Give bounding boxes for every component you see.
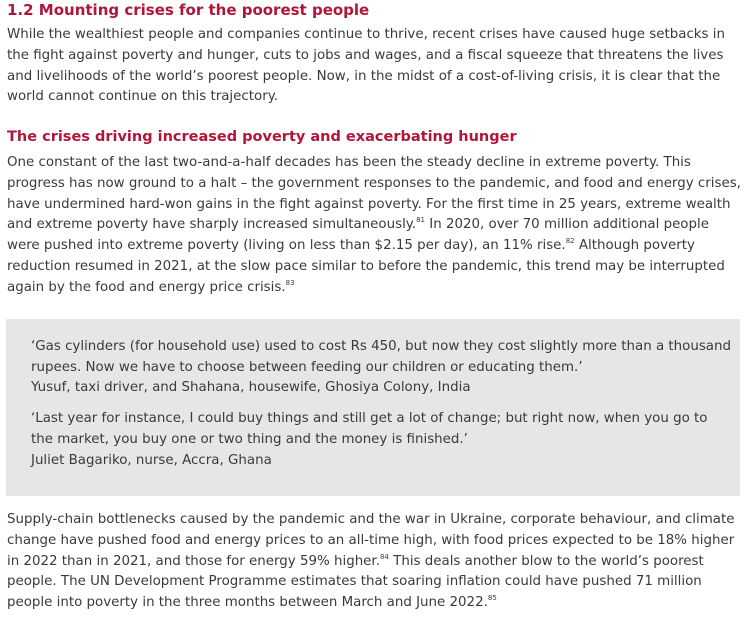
body-text-3: Although poverty reduction resumed in 2021, at the slow pace similar to before the pandemic, this trend may be interrupted again by the food and energy price crisis. bbox=[7, 238, 725, 295]
body-text-2: In 2020, over 70 million additional people were pushed into extreme poverty (living on less than $2.15 per day), an 11% rise. bbox=[7, 217, 709, 254]
intro-paragraph: While the wealthiest people and companies continue to thrive, recent crises have caused huge setbacks in the fight against poverty and hunger, cuts to jobs and wages, and a fiscal squeeze that threatens the lives and livelihoods of the world’s poorest people. Now, in the midst of a cost-of-living crisis, it is clear that the world cannot continue on this trajectory. bbox=[7, 27, 726, 105]
body-text-1: One constant of the last two-and-a-half decades has been the steady decline in extreme poverty. This progress has now ground to a halt – the government responses to the pandemic, and food and energy crises, have undermined hard-won gains in the fight against poverty. For the first time in 25 years, extreme wealth and extreme poverty have sharply increased simultaneously. bbox=[7, 155, 741, 233]
footnote-ref: 84 bbox=[379, 552, 389, 561]
quote-attribution: Yusuf, taxi driver, and Shahana, housewife, Ghosiya Colony, India bbox=[31, 380, 471, 395]
quote-text: ‘Gas cylinders (for household use) used to cost Rs 450, but now they cost slightly more than a thousand rupees. Now we have to choose between feeding our children or educating them.’ bbox=[31, 339, 731, 375]
closing-text-2: This deals another blow to the world’s poorest people. The UN Development Programme estimates that soaring inflation could have pushed 71 million people into poverty in the three months between March and June 2022. bbox=[7, 553, 704, 611]
closing-paragraph bbox=[7, 510, 743, 614]
quote-box bbox=[6, 319, 740, 496]
closing-text-1: Supply-chain bottlenecks caused by the pandemic and the war in Ukraine, corporate behaviour, and climate change have pushed food and energy prices to an all-time high, with food prices expected to be 18% higher in 2022 than in 2021, and those for energy 59% higher. bbox=[7, 512, 735, 569]
body-paragraph bbox=[7, 153, 743, 299]
footnote-ref: 85 bbox=[487, 594, 497, 603]
quote-attribution: Juliet Bagariko, nurse, Accra, Ghana bbox=[31, 453, 272, 468]
quote-text: ‘Last year for instance, I could buy things and still get a lot of change; but right now, when you go to the market, you buy one or two thing and the money is finished.’ bbox=[31, 411, 708, 447]
footnote-ref: 83 bbox=[285, 278, 295, 287]
section-heading: 1.2 Mounting crises for the poorest people bbox=[7, 1, 370, 19]
footnote-ref: 82 bbox=[565, 237, 575, 246]
subheading: The crises driving increased poverty and exacerbating hunger bbox=[7, 129, 517, 145]
footnote-ref: 81 bbox=[416, 216, 425, 225]
